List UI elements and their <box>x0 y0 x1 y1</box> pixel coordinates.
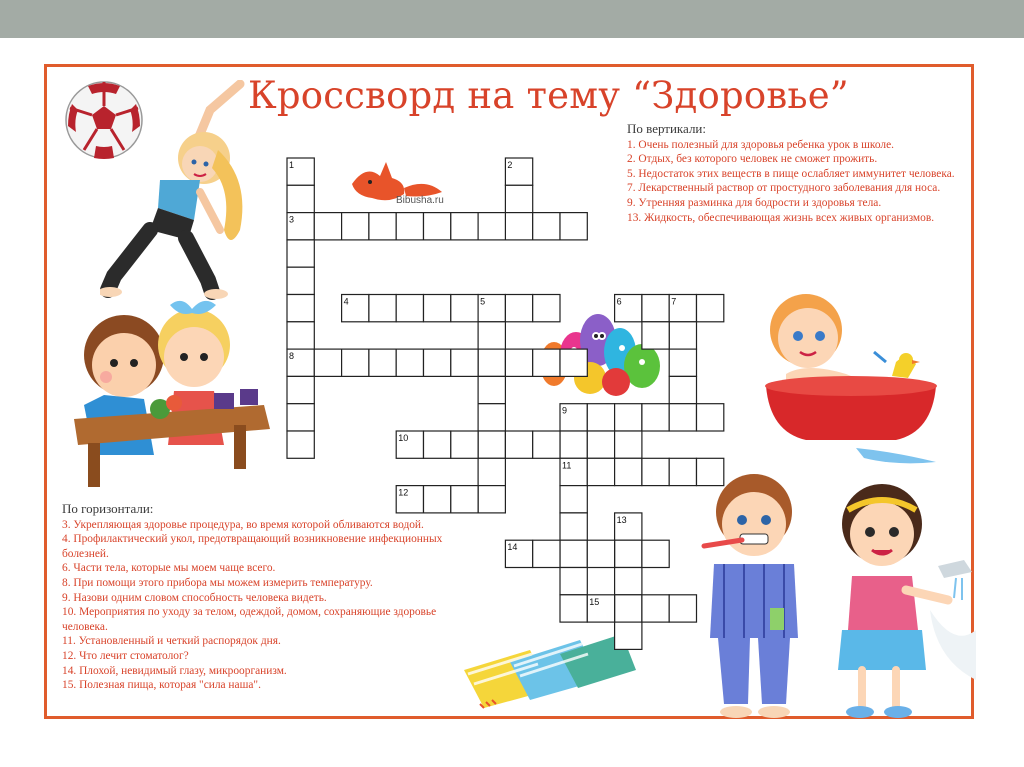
crossword-cell[interactable] <box>287 404 314 431</box>
crossword-cell[interactable] <box>642 295 669 322</box>
horizontal-clue: 14. Плохой, невидимый глазу, микроорганизм. <box>62 664 287 677</box>
crossword-number: 11 <box>562 460 572 471</box>
crossword-cell[interactable] <box>451 349 478 376</box>
crossword-cell[interactable] <box>505 431 532 458</box>
crossword-cell[interactable] <box>533 349 560 376</box>
crossword-cell[interactable] <box>451 431 478 458</box>
crossword-cell[interactable] <box>533 431 560 458</box>
crossword-cell[interactable] <box>642 595 669 622</box>
crossword-cell[interactable] <box>287 295 314 322</box>
vertical-clue: 13. Жидкость, обеспечивающая жизнь всех живых организмов. <box>627 211 935 224</box>
horizontal-heading: По горизонтали: <box>62 501 154 516</box>
crossword-cell[interactable] <box>560 513 587 540</box>
crossword-cell[interactable] <box>615 595 642 622</box>
crossword-number: 15 <box>589 596 600 607</box>
crossword-cell[interactable] <box>396 295 423 322</box>
crossword-cell[interactable] <box>587 431 614 458</box>
crossword-cell[interactable] <box>560 540 587 567</box>
crossword-number: 4 <box>343 296 349 307</box>
crossword-number: 5 <box>480 296 486 307</box>
crossword-cell[interactable] <box>533 213 560 240</box>
crossword-cell[interactable] <box>669 595 696 622</box>
crossword-cell[interactable] <box>587 404 614 431</box>
vertical-clue: 7. Лекарственный раствор от простудного заболевания для носа. <box>627 182 941 195</box>
horizontal-clue: 15. Полезная пища, которая "сила наша". <box>62 679 261 692</box>
crossword-cell[interactable] <box>615 622 642 649</box>
crossword-cell[interactable] <box>478 322 505 349</box>
vertical-clues <box>627 122 962 225</box>
crossword-cell[interactable] <box>697 404 724 431</box>
crossword-number: 12 <box>398 487 409 498</box>
horizontal-clue: 8. При помощи этого прибора мы можем измерить температуру. <box>62 576 373 589</box>
crossword-cell[interactable] <box>560 595 587 622</box>
crossword-cell[interactable] <box>560 568 587 595</box>
crossword-cell[interactable] <box>642 458 669 485</box>
crossword-number: 2 <box>507 160 513 170</box>
crossword-number: 7 <box>671 296 677 307</box>
crossword-cell[interactable] <box>424 295 451 322</box>
crossword-cell[interactable] <box>451 295 478 322</box>
crossword-cell[interactable] <box>342 349 369 376</box>
crossword-cell[interactable] <box>287 240 314 267</box>
crossword-cell[interactable] <box>424 349 451 376</box>
crossword-cell[interactable] <box>505 295 532 322</box>
crossword-cell[interactable] <box>342 213 369 240</box>
horizontal-clue: 11. Установленный и четкий распорядок дня. <box>62 635 281 648</box>
vertical-clue: 5. Недостаток этих веществ в пище ослабляет иммунитет человека. <box>627 167 955 180</box>
crossword-cell[interactable] <box>615 568 642 595</box>
crossword-cell[interactable] <box>287 431 314 458</box>
crossword-cell[interactable] <box>533 540 560 567</box>
crossword-cell[interactable] <box>615 540 642 567</box>
crossword-cell[interactable] <box>478 349 505 376</box>
crossword-number: 1 <box>289 160 295 170</box>
crossword-cell[interactable] <box>697 458 724 485</box>
crossword-number: 3 <box>289 214 295 225</box>
crossword-cell[interactable] <box>560 349 587 376</box>
crossword-cell[interactable] <box>396 213 423 240</box>
crossword-cell[interactable] <box>369 349 396 376</box>
crossword-cell[interactable] <box>314 213 341 240</box>
crossword-cell[interactable] <box>478 431 505 458</box>
crossword-cell[interactable] <box>533 295 560 322</box>
crossword-number: 6 <box>616 296 622 307</box>
crossword-cell[interactable] <box>669 349 696 376</box>
crossword-cell[interactable] <box>560 213 587 240</box>
crossword-cell[interactable] <box>669 404 696 431</box>
crossword-cell[interactable] <box>478 404 505 431</box>
crossword-cell[interactable] <box>697 295 724 322</box>
horizontal-clue: 6. Части тела, которые мы моем чаще всего. <box>62 562 276 575</box>
crossword-cell[interactable] <box>560 486 587 513</box>
logo-text: Bibusha.ru <box>396 195 444 206</box>
crossword-cell[interactable] <box>478 376 505 403</box>
vertical-clue: 9. Утренняя разминка для бодрости и здоровья тела. <box>627 196 882 209</box>
crossword-number: 13 <box>616 514 627 525</box>
crossword-cell[interactable] <box>642 540 669 567</box>
crossword-cell[interactable] <box>287 322 314 349</box>
crossword-cell[interactable] <box>669 322 696 349</box>
crossword-cell[interactable] <box>505 185 532 212</box>
crossword-cell[interactable] <box>642 322 669 349</box>
horizontal-clue: 3. Укрепляющая здоровье процедура, во время которой обливаются водой. <box>62 518 424 531</box>
vertical-heading: По вертикали: <box>627 121 706 136</box>
crossword-cell[interactable] <box>369 213 396 240</box>
crossword-cell[interactable] <box>451 213 478 240</box>
crossword-cell[interactable] <box>478 458 505 485</box>
crossword-cell[interactable] <box>587 458 614 485</box>
horizontal-clues <box>62 502 462 693</box>
crossword-cell[interactable] <box>478 486 505 513</box>
crossword-cell[interactable] <box>314 349 341 376</box>
crossword-cell[interactable] <box>642 404 669 431</box>
crossword-cell[interactable] <box>287 185 314 212</box>
vertical-clue: 1. Очень полезный для здоровья ребенка урок в школе. <box>627 138 895 151</box>
crossword-cell[interactable] <box>478 213 505 240</box>
crossword-cell[interactable] <box>587 540 614 567</box>
horizontal-clue: 9. Назови одним словом способность человека видеть. <box>62 591 327 604</box>
crossword-number: 10 <box>398 433 409 443</box>
crossword-cell[interactable] <box>669 458 696 485</box>
crossword-cell[interactable] <box>505 349 532 376</box>
crossword-cell[interactable] <box>287 376 314 403</box>
horizontal-clue: 4. Профилактический укол, предотвращающий возникновение инфекционных болезней. <box>62 533 443 560</box>
horizontal-clue: 12. Что лечит стоматолог? <box>62 649 189 662</box>
crossword-cell[interactable] <box>615 431 642 458</box>
horizontal-clue: 10. Мероприятия по уходу за телом, одеждой, домом, сохраняющие здоровье человека. <box>62 606 437 633</box>
crossword-cell[interactable] <box>615 458 642 485</box>
crossword-number: 8 <box>289 351 295 362</box>
crossword-cell[interactable] <box>560 431 587 458</box>
crossword-cell[interactable] <box>396 349 423 376</box>
crossword-cell[interactable] <box>424 431 451 458</box>
vertical-clue: 2. Отдых, без которого человек не сможет прожить. <box>627 153 878 166</box>
crossword-cell[interactable] <box>424 213 451 240</box>
page-title: Кроссворд на тему “Здоровье” <box>248 74 849 117</box>
crossword-number: 9 <box>562 405 568 416</box>
crossword-cell[interactable] <box>369 295 396 322</box>
crossword-cell[interactable] <box>287 267 314 294</box>
crossword-cell[interactable] <box>615 404 642 431</box>
crossword-cell[interactable] <box>669 376 696 403</box>
crossword-number: 14 <box>507 542 518 553</box>
crossword-cell[interactable] <box>505 213 532 240</box>
